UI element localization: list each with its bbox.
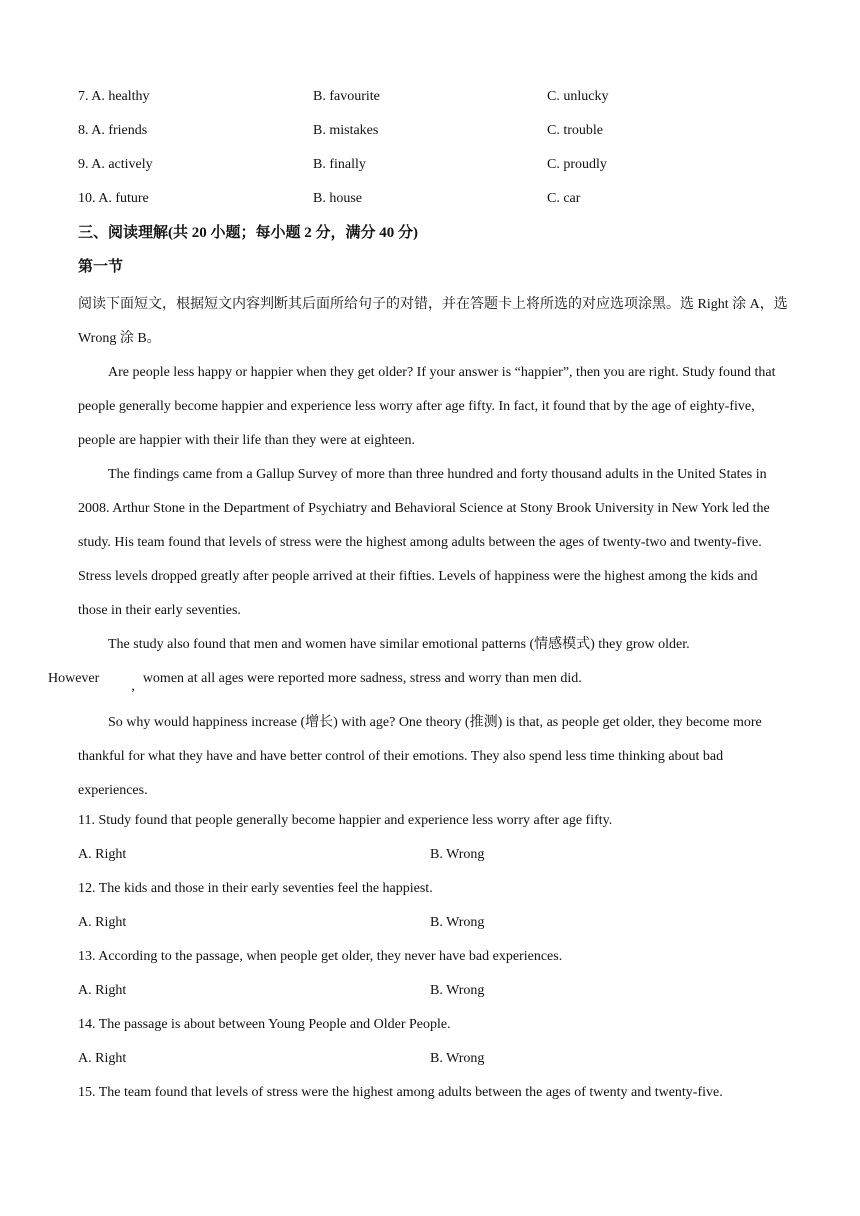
paragraph-3-line-1: The study also found that men and women have similar emotional patterns (情感模式) they grow older. (108, 637, 690, 652)
option-a: 7. A. healthy (78, 89, 150, 104)
option-c: C. unlucky (547, 89, 609, 104)
question-11-options (78, 842, 790, 876)
answer-wrong: B. Wrong (430, 983, 485, 998)
spacer (78, 696, 790, 706)
passage-paragraph-1: Are people less happy or happier when they get older? If your answer is “happier”, then you are right. Study found that people generally become happier and experience less worry after age fifty. In fact, it found that by the age of eighty-five, people are happier with their life than they were at eighteen. (78, 365, 776, 448)
question-15: 15. The team found that levels of stress were the highest among adults between the ages of twenty and twenty-five. (78, 1085, 723, 1100)
option-c: C. trouble (547, 123, 603, 138)
answer-right: A. Right (78, 983, 127, 998)
paragraph-3-comma: , (131, 679, 135, 694)
answer-right: A. Right (78, 915, 127, 930)
option-b: B. finally (313, 157, 366, 172)
question-14: 14. The passage is about between Young People and Older People. (78, 1017, 451, 1032)
answer-right: A. Right (78, 1051, 127, 1066)
question-12: 12. The kids and those in their early seventies feel the happiest. (78, 881, 433, 896)
answer-right: A. Right (78, 847, 127, 862)
option-row-10 (78, 186, 790, 220)
passage-paragraph-4: So why would happiness increase (增长) with age? One theory (推测) is that, as people get older, they become more thankful for what they have and have better control of their emotions. They also spend less time thinking about bad experiences. (78, 715, 762, 798)
option-c: C. proudly (547, 157, 607, 172)
paragraph-3-rest: women at all ages were reported more sadness, stress and worry than men did. (142, 671, 582, 686)
question-11: 11. Study found that people generally become happier and experience less worry after age fifty. (78, 813, 613, 828)
question-12-options (78, 910, 790, 944)
option-row-9 (78, 152, 790, 186)
option-a: 10. A. future (78, 191, 149, 206)
passage-paragraph-2: The findings came from a Gallup Survey of more than three hundred and forty thousand adults in the United States in 2008. Arthur Stone in the Department of Psychiatry and Behavioral Science at Stony Brook University in New York led the study. His team found that levels of stress were the highest among adults between the ages of twenty-two and twenty-five. Stress levels dropped greatly after people arrived at their fifties. Levels of happiness were the highest among the kids and those in their early seventies. (78, 467, 770, 618)
option-b: B. mistakes (313, 123, 379, 138)
option-c: C. car (547, 191, 581, 206)
question-13-options (78, 978, 790, 1012)
section-subtitle: 第一节 (78, 259, 124, 275)
question-13: 13. According to the passage, when people get older, they never have bad experiences. (78, 949, 563, 964)
passage-paragraph-3 (48, 628, 790, 696)
instructions: 阅读下面短文，根据短文内容判断其后面所给句子的对错，并在答题卡上将所选的对应选项涂黑。选 Right 涂 A，选 Wrong 涂 B。 (78, 297, 788, 346)
paragraph-3-however: However (48, 671, 100, 686)
answer-wrong: B. Wrong (430, 915, 485, 930)
option-row-7 (78, 84, 790, 118)
option-row-8 (78, 118, 790, 152)
answer-wrong: B. Wrong (430, 847, 485, 862)
option-a: 8. A. friends (78, 123, 148, 138)
exam-page (48, 84, 790, 1114)
question-14-options (78, 1046, 790, 1080)
option-b: B. house (313, 191, 362, 206)
option-a: 9. A. actively (78, 157, 153, 172)
section-title: 三、阅读理解(共 20 小题；每小题 2 分，满分 40 分) (78, 225, 418, 241)
answer-wrong: B. Wrong (430, 1051, 485, 1066)
option-b: B. favourite (313, 89, 380, 104)
